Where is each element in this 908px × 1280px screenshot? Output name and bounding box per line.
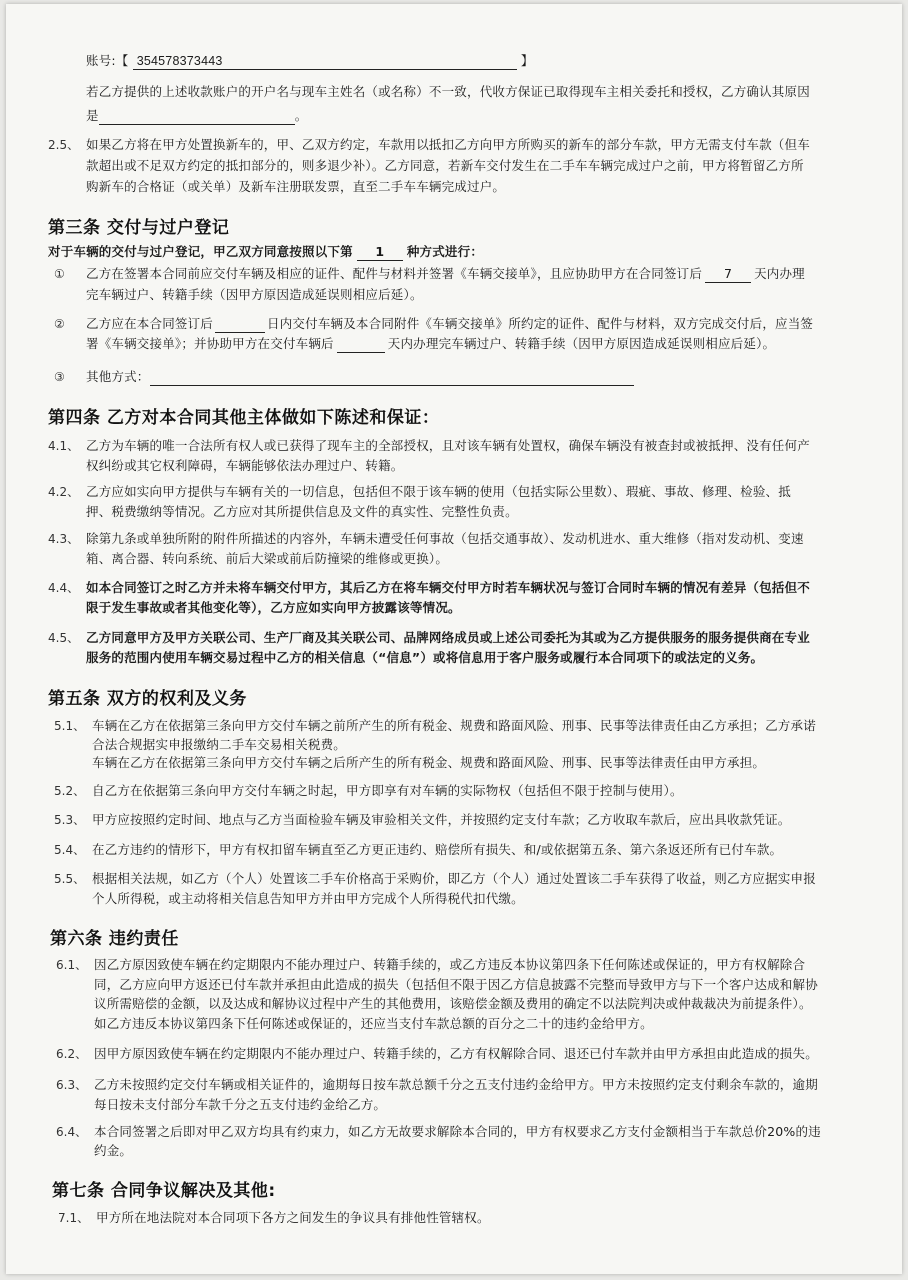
clause-5-2-line1: 自乙方在依据第三条向甲方交付车辆之时起，甲方即享有对车辆的实际物权（包括但不限于控制与使用）。	[92, 783, 683, 798]
clause-6-3-line1: 乙方未按照约定交付车辆或相关证件的，逾期每日按车款总额千分之五支付违约金给甲方。甲方未按照约定支付剩余车款的，逾期	[94, 1077, 818, 1092]
clause-6-1-number: 6.1、	[56, 958, 88, 972]
clause-4-1-line1: 乙方为车辆的唯一合法所有权人或已获得了现车主的全部授权，且对该车辆有处置权，确保车辆没有被查封或被抵押、没有任何产	[86, 438, 810, 453]
clause-5-5-number: 5.5、	[54, 872, 86, 886]
account-reason-blank	[99, 108, 295, 125]
clause-4-4-line2: 限于发生事故或者其他变化等），乙方应如实向甲方披露该等情况。	[86, 600, 461, 615]
clause-5-5-line2: 个人所得税，或主动将相关信息告知甲方并由甲方完成个人所得税代扣代缴。	[92, 891, 524, 906]
clause-2-5-line1: 如果乙方将在甲方处置换新车的，甲、乙双方约定，车款用以抵扣乙方向甲方所购买的新车的部分车款，甲方无需支付车款（但车	[86, 137, 810, 152]
option-1-text: 乙方在签署本合同前应交付车辆及相应的证件、配件与材料并签署《车辆交接单》，且应协助甲方在合同签订后	[86, 266, 703, 281]
article-5-title: 第五条 双方的权利及义务	[48, 689, 247, 709]
clause-6-3-line2: 每日按未支付部分车款千分之五支付违约金给乙方。	[94, 1097, 387, 1112]
option-2-line1	[86, 314, 813, 334]
clause-4-3-line2: 箱、离合器、转向系统、前后大梁或前后防撞梁的维修或更换）。	[86, 551, 449, 566]
account-note-suffix: 。	[294, 108, 308, 123]
option-1-mark: ①	[54, 267, 65, 281]
account-number: 354578373443	[133, 53, 517, 70]
option-1-line1	[86, 264, 805, 284]
clause-6-4-number: 6.4、	[56, 1125, 88, 1139]
clause-6-1-line1: 因乙方原因致使车辆在约定期限内不能办理过户、转籍手续的，或乙方违反本协议第四条下任何陈述或保证的，甲方有权解除合	[94, 957, 806, 972]
clause-5-1-line3: 车辆在乙方在依据第三条向甲方交付车辆之后所产生的所有税金、规费和路面风险、刑事、民事等法律责任由甲方承担。	[92, 755, 766, 770]
clause-5-1-line1: 车辆在乙方在依据第三条向甲方交付车辆之前所产生的所有税金、规费和路面风险、刑事、民事等法律责任由乙方承担；乙方承诺	[92, 718, 816, 733]
clause-6-3-number: 6.3、	[56, 1078, 88, 1092]
option-2-line2-suffix: 天内办理完车辆过户、转籍手续（因甲方原因造成延误则相应后延）。	[387, 336, 776, 351]
clause-5-3-number: 5.3、	[54, 813, 86, 827]
option-1-days: 7	[705, 266, 751, 283]
clause-4-3-number: 4.3、	[48, 532, 80, 546]
clause-5-3-line1: 甲方应按照约定时间、地点与乙方当面检验车辆及审验相关文件，并按照约定支付车款；乙方收取车款后，应出具收款凭证。	[92, 812, 791, 827]
clause-6-1-line3: 议所需赔偿的金额，以及达成和解协议过程中产生的其他费用，该赔偿金额及费用的确定不以法院判决或仲裁裁决为前提条件）。	[94, 996, 812, 1011]
clause-7-1-number: 7.1、	[58, 1211, 90, 1225]
clause-4-2-line2: 押、税费缴纳等情况。乙方应对其所提供信息及文件的真实性、完整性负责。	[86, 504, 518, 519]
clause-2-5-number: 2.5、	[48, 138, 80, 152]
clause-4-5-line1: 乙方同意甲方及甲方关联公司、生产厂商及其关联公司、品牌网络成员或上述公司委托为其或为乙方提供服务的服务提供商在专业	[86, 630, 810, 645]
article-3-method-number: 1	[357, 244, 403, 261]
article-7-title: 第七条 合同争议解决及其他:	[52, 1181, 276, 1201]
clause-6-4-line2: 约金。	[94, 1143, 133, 1158]
article-6-title: 第六条 违约责任	[50, 929, 179, 949]
account-note-line1: 若乙方提供的上述收款账户的开户名与现车主姓名（或名称）不一致，代收方保证已取得现车主相关委托和授权，乙方确认其原因	[86, 84, 810, 99]
clause-5-4-number: 5.4、	[54, 843, 86, 857]
option-2-text-cont: 日内交付车辆及本合同附件《车辆交接单》所约定的证件、配件与材料，双方完成交付后，应当签	[267, 316, 814, 331]
clause-6-1-line2: 同，乙方应向甲方返还已付车款并承担由此造成的损失（包括但不限于因乙方信息披露不完整而导致甲方与下一个客户达成和解协	[94, 977, 818, 992]
option-2-line2-text: 署《车辆交接单》；并协助甲方在交付车辆后	[86, 336, 334, 351]
option-2-mark: ②	[54, 317, 65, 331]
article-3-intro	[48, 242, 483, 262]
clause-5-4-line1: 在乙方违约的情形下，甲方有权扣留车辆直至乙方更正违约、赔偿所有损失、和/或依据第五条、第六条返还所有已付车款。	[92, 842, 783, 857]
clause-6-2-line1: 因甲方原因致使车辆在约定期限内不能办理过户、转籍手续的，乙方有权解除合同、退还已付车款并由甲方承担由此造成的损失。	[94, 1046, 818, 1061]
option-2-line2	[86, 334, 775, 354]
option-1-line2: 完车辆过户、转籍手续（因甲方原因造成延误则相应后延）。	[86, 287, 423, 302]
clause-4-1-line2: 权纠纷或其它权利障碍，车辆能够依法办理过户、转籍。	[86, 458, 404, 473]
option-2-days-blank	[215, 316, 265, 333]
account-note-prefix: 是	[86, 108, 99, 123]
clause-2-5-line3: 购新车的合格证（或关单）及新车注册联发票，直至二手车车辆完成过户。	[86, 179, 506, 194]
clause-5-1-line2: 合法合规据实申报缴纳二手车交易相关税费。	[92, 737, 347, 752]
account-close: 】	[520, 53, 534, 68]
clause-5-2-number: 5.2、	[54, 784, 86, 798]
clause-4-1-number: 4.1、	[48, 439, 80, 453]
option-3-line	[86, 367, 634, 387]
clause-5-5-line1: 根据相关法规，如乙方（个人）处置该二手车价格高于采购价，即乙方（个人）通过处置该二手车获得了收益，则乙方应据实申报	[92, 871, 816, 886]
account-label: 账号:【	[86, 53, 129, 68]
clause-6-2-number: 6.2、	[56, 1047, 88, 1061]
option-3-label: 其他方式：	[86, 369, 150, 384]
option-3-blank	[150, 369, 634, 386]
clause-4-4-number: 4.4、	[48, 581, 80, 595]
option-3-mark: ③	[54, 370, 65, 384]
document-page	[6, 4, 902, 1274]
option-2-transfer-days-blank	[337, 336, 385, 353]
account-note-line2	[86, 106, 307, 126]
clause-4-5-number: 4.5、	[48, 631, 80, 645]
article-3-title: 第三条 交付与过户登记	[48, 218, 230, 238]
clause-6-4-line1: 本合同签署之后即对甲乙双方均具有约束力，如乙方无故要求解除本合同的，甲方有权要求乙方支付金额相当于车款总价20%的违	[94, 1124, 821, 1139]
article-3-intro-text: 对于车辆的交付与过户登记，甲乙双方同意按照以下第	[48, 244, 353, 259]
clause-2-5-line2: 款超出或不足双方约定的抵扣部分的，则多退少补）。乙方同意，若新车交付发生在二手车车辆完成过户之前，甲方将暂留乙方所	[86, 158, 804, 173]
clause-4-2-line1: 乙方应如实向甲方提供与车辆有关的一切信息，包括但不限于该车辆的使用（包括实际公里数）、瑕疵、事故、修理、检验、抵	[86, 484, 791, 499]
option-1-suffix: 天内办理	[754, 266, 805, 281]
account-row	[86, 51, 534, 71]
article-3-intro-suffix: 种方式进行：	[406, 244, 484, 259]
clause-5-1-number: 5.1、	[54, 719, 86, 733]
clause-7-1-line1: 甲方所在地法院对本合同项下各方之间发生的争议具有排他性管辖权。	[96, 1210, 490, 1225]
article-4-title: 第四条 乙方对本合同其他主体做如下陈述和保证：	[48, 408, 440, 428]
clause-4-2-number: 4.2、	[48, 485, 80, 499]
clause-4-3-line1: 除第九条或单独所附的附件所描述的内容外，车辆未遭受任何事故（包括交通事故）、发动机进水、重大维修（指对发动机、变速	[86, 531, 804, 546]
option-2-text: 乙方应在本合同签订后	[86, 316, 214, 331]
clause-4-5-line2: 服务的范围内使用车辆交易过程中乙方的相关信息（“信息”）或将信息用于客户服务或履行本合同项下的或法定的义务。	[86, 650, 764, 665]
clause-4-4-line1: 如本合同签订之时乙方并未将车辆交付甲方，其后乙方在将车辆交付甲方时若车辆状况与签订合同时车辆的情况有差异（包括但不	[86, 580, 810, 595]
clause-6-1-line4: 如乙方违反本协议第四条下任何陈述或保证的，还应当支付车款总额的百分之二十的违约金给甲方。	[94, 1016, 653, 1031]
